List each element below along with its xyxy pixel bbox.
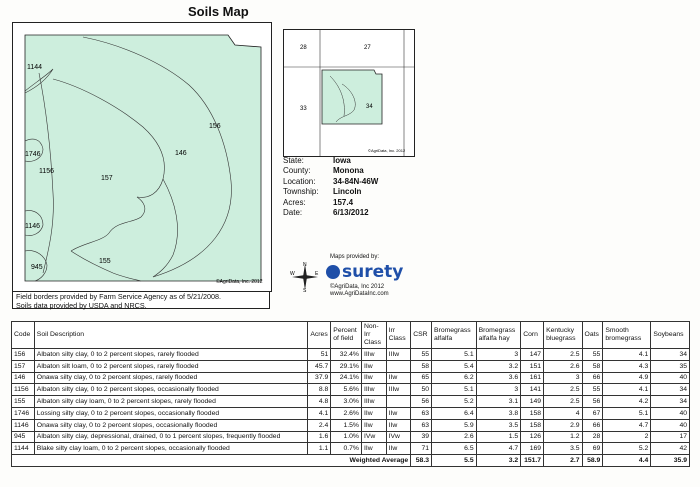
col-kentucky: Kentucky bluegrass	[544, 322, 582, 349]
table-body	[12, 349, 690, 467]
col-corn: Corn	[521, 322, 544, 349]
table-cell: 71	[411, 443, 432, 455]
locator-map-drawing	[284, 30, 414, 156]
table-cell: 2.6	[544, 360, 582, 372]
table-cell: 37.9	[308, 372, 331, 384]
table-cell: 5.1	[432, 384, 477, 396]
locator-credit: ©AgriData, Inc. 2012	[368, 148, 406, 153]
soils-map	[12, 22, 272, 292]
section-27: 27	[364, 45, 371, 51]
table-cell: 4.7	[603, 419, 651, 431]
table-cell: 2.9	[544, 419, 582, 431]
data-source-notes	[12, 291, 270, 309]
table-cell: 169	[521, 443, 544, 455]
col-code: Code	[12, 322, 35, 349]
info-date: Date: 6/13/2012	[283, 208, 369, 218]
weighted-average-cell: 58.3	[411, 455, 432, 467]
weighted-average-cell: 2.7	[544, 455, 582, 467]
weighted-average-cell: 5.5	[432, 455, 477, 467]
map-credit: ©AgriData, Inc. 2012	[216, 279, 263, 285]
table-cell: 1.2	[544, 431, 582, 443]
section-28: 28	[300, 45, 307, 51]
table-cell: Blake silty clay loam, 0 to 2 percent slopes, occasionally flooded	[34, 443, 308, 455]
map-label-945: 945	[31, 264, 43, 271]
table-cell: 126	[521, 431, 544, 443]
table-cell: 1156	[12, 384, 35, 396]
table-cell: 4.9	[603, 372, 651, 384]
table-cell: 2	[603, 431, 651, 443]
table-row	[12, 431, 690, 443]
table-cell: 158	[521, 419, 544, 431]
table-cell: IVw	[386, 431, 411, 443]
table-row	[12, 407, 690, 419]
table-cell: 161	[521, 372, 544, 384]
table-row	[12, 349, 690, 361]
weighted-average-cell: 58.9	[582, 455, 603, 467]
table-cell: IIw	[386, 407, 411, 419]
table-row	[12, 396, 690, 408]
table-cell: 2.6	[432, 431, 477, 443]
col-oats: Oats	[582, 322, 603, 349]
table-cell: 1.0%	[331, 431, 362, 443]
col-non-irr: Non-Irr Class	[361, 322, 386, 349]
table-cell: IVw	[361, 431, 386, 443]
table-row	[12, 360, 690, 372]
table-cell: 1.5%	[331, 419, 362, 431]
table-cell: 28	[582, 431, 603, 443]
table-cell: IIIw	[361, 349, 386, 361]
table-cell: 69	[582, 443, 603, 455]
map-label-157: 157	[101, 175, 113, 182]
table-cell: Albaton silty clay, 0 to 2 percent slopes, rarely flooded	[34, 349, 308, 361]
table-cell: 17	[651, 431, 690, 443]
table-cell: IIw	[361, 372, 386, 384]
weighted-average-cell: 3.2	[476, 455, 521, 467]
table-cell: 3.0%	[331, 396, 362, 408]
col-brome-alfalfa: Bromegrass alfalfa	[432, 322, 477, 349]
table-cell: 32.4%	[331, 349, 362, 361]
table-cell: 55	[411, 349, 432, 361]
maps-provided-by: Maps provided by:	[330, 254, 380, 260]
weighted-average-label: Weighted Average	[12, 455, 411, 467]
table-cell: Albaton silty clay loam, 0 to 2 percent slopes, rarely flooded	[34, 396, 308, 408]
table-cell: 66	[582, 419, 603, 431]
info-location: Location: 34-84N-46W	[283, 176, 379, 186]
table-header-row	[12, 322, 690, 349]
table-cell: 5.6%	[331, 384, 362, 396]
provider-branding	[290, 254, 450, 300]
table-cell: Onawa silty clay, 0 to 2 percent slopes, rarely flooded	[34, 372, 308, 384]
info-state: State: Iowa	[283, 156, 351, 165]
table-cell: 2.5	[544, 396, 582, 408]
table-cell: 1144	[12, 443, 35, 455]
table-cell: IIw	[361, 407, 386, 419]
table-cell: 155	[12, 396, 35, 408]
table-cell: 63	[411, 407, 432, 419]
section-33: 33	[300, 106, 307, 112]
table-cell: 40	[651, 419, 690, 431]
table-cell: 3.5	[544, 443, 582, 455]
table-cell: 2.5	[544, 349, 582, 361]
table-row	[12, 384, 690, 396]
table-cell: 63	[411, 419, 432, 431]
table-cell: IIIw	[361, 396, 386, 408]
compass-e: E	[315, 271, 319, 277]
table-cell: 56	[411, 396, 432, 408]
col-percent: Percent of field	[331, 322, 362, 349]
table-cell: 34	[651, 396, 690, 408]
table-cell: 945	[12, 431, 35, 443]
table-row	[12, 419, 690, 431]
table-cell: 3	[544, 372, 582, 384]
compass-n: N	[303, 262, 307, 268]
table-cell: IIIw	[361, 384, 386, 396]
table-cell: 151	[521, 360, 544, 372]
location-info	[283, 156, 378, 218]
table-cell: 3.2	[476, 360, 521, 372]
weighted-average-cell: 151.7	[521, 455, 544, 467]
surety-logo: surety	[326, 262, 403, 282]
table-cell: 4.1	[603, 384, 651, 396]
table-cell: 56	[582, 396, 603, 408]
table-cell: 58	[411, 360, 432, 372]
table-cell: 5.1	[603, 407, 651, 419]
table-cell: 3	[476, 384, 521, 396]
table-cell: 29.1%	[331, 360, 362, 372]
table-cell: 2.4	[308, 419, 331, 431]
table-cell: IIw	[361, 443, 386, 455]
table-cell: Albaton silty clay, 0 to 2 percent slopes, occasionally flooded	[34, 384, 308, 396]
col-brome-alfalfa-hay: Bromegrass alfalfa hay	[476, 322, 521, 349]
col-acres: Acres	[308, 322, 331, 349]
table-cell: IIw	[361, 419, 386, 431]
table-cell: 3.6	[476, 372, 521, 384]
table-row	[12, 372, 690, 384]
table-cell: 6.4	[432, 407, 477, 419]
table-cell: Albaton silty clay, depressional, drained, 0 to 1 percent slopes, frequently flooded	[34, 431, 308, 443]
table-cell: 3.1	[476, 396, 521, 408]
col-description: Soil Description	[34, 322, 308, 349]
info-township: Township: Lincoln	[283, 187, 362, 197]
compass-s: S	[303, 288, 307, 292]
table-cell: 1146	[12, 419, 35, 431]
table-cell: 3.8	[476, 407, 521, 419]
table-cell: 1.6	[308, 431, 331, 443]
compass-icon	[290, 262, 320, 292]
brand-copyright: ©AgriData, Inc 2012 www.AgriDataInc.com	[330, 284, 389, 297]
table-cell: 67	[582, 407, 603, 419]
table-cell: 4.8	[308, 396, 331, 408]
weighted-average-row	[12, 455, 690, 467]
info-acres: Acres: 157.4	[283, 197, 354, 207]
col-csr: CSR	[411, 322, 432, 349]
notes-line-2: Soils data provided by USDA and NRCS.	[16, 300, 147, 310]
table-cell: 40	[651, 407, 690, 419]
table-cell: 39	[411, 431, 432, 443]
map-label-1146: 1146	[25, 223, 41, 230]
table-cell: 3.5	[476, 419, 521, 431]
table-cell: 40	[651, 372, 690, 384]
table-cell: Albaton silt loam, 0 to 2 percent slopes, rarely flooded	[34, 360, 308, 372]
table-cell: 45.7	[308, 360, 331, 372]
table-cell: 149	[521, 396, 544, 408]
table-cell: IIw	[361, 360, 386, 372]
table-cell: IIIw	[386, 384, 411, 396]
table-cell: 24.1%	[331, 372, 362, 384]
weighted-average-cell: 35.9	[651, 455, 690, 467]
map-label-155: 155	[99, 258, 111, 265]
table-cell: 2.5	[544, 384, 582, 396]
page-title: Soils Map	[188, 4, 249, 19]
table-cell: 55	[582, 384, 603, 396]
table-cell: 50	[411, 384, 432, 396]
table-cell: 66	[582, 372, 603, 384]
table-cell: 6.2	[432, 372, 477, 384]
table-cell: 1.1	[308, 443, 331, 455]
table-cell: 1.5	[476, 431, 521, 443]
table-cell: 6.5	[432, 443, 477, 455]
col-smooth-brome: Smooth bromegrass	[603, 322, 651, 349]
map-label-1144: 1144	[27, 64, 43, 71]
table-cell: 4.1	[308, 407, 331, 419]
table-cell: 4.1	[603, 349, 651, 361]
table-cell: 158	[521, 407, 544, 419]
table-cell: 3	[476, 349, 521, 361]
map-label-146: 146	[175, 150, 187, 157]
table-cell: IIw	[386, 443, 411, 455]
table-cell: 0.7%	[331, 443, 362, 455]
table-cell: 157	[12, 360, 35, 372]
section-34: 34	[366, 104, 373, 110]
table-cell: Onawa silty clay, 0 to 2 percent slopes, occasionally flooded	[34, 419, 308, 431]
table-cell	[386, 360, 411, 372]
table-cell: 5.1	[432, 349, 477, 361]
col-soybeans: Soybeans	[651, 322, 690, 349]
table-cell: 5.9	[432, 419, 477, 431]
table-cell: 1746	[12, 407, 35, 419]
table-cell: 4.3	[603, 360, 651, 372]
soils-table	[11, 321, 690, 467]
table-cell: IIw	[386, 419, 411, 431]
map-label-1156: 1156	[39, 168, 55, 175]
info-county: County: Monona	[283, 166, 364, 176]
table-cell: 65	[411, 372, 432, 384]
notes-line-1: Field borders provided by Farm Service Agency as of 5/21/2008.	[16, 292, 221, 301]
table-cell: 58	[582, 360, 603, 372]
table-cell: 34	[651, 384, 690, 396]
table-cell: IIw	[386, 372, 411, 384]
col-irr: Irr Class	[386, 322, 411, 349]
table-cell: 5.2	[432, 396, 477, 408]
weighted-average-cell: 4.4	[603, 455, 651, 467]
table-row	[12, 443, 690, 455]
table-cell: 35	[651, 360, 690, 372]
table-cell: 4	[544, 407, 582, 419]
table-cell: 5.4	[432, 360, 477, 372]
table-cell: 5.2	[603, 443, 651, 455]
table-cell	[386, 396, 411, 408]
table-cell: 156	[12, 349, 35, 361]
table-cell: 34	[651, 349, 690, 361]
table-cell: 2.6%	[331, 407, 362, 419]
table-cell: IIIw	[386, 349, 411, 361]
table-cell: Lossing silty clay, 0 to 2 percent slopes, occasionally flooded	[34, 407, 308, 419]
map-label-1746: 1746	[25, 151, 41, 158]
table-cell: 42	[651, 443, 690, 455]
compass-w: W	[290, 271, 295, 277]
table-cell: 141	[521, 384, 544, 396]
table-cell: 4.7	[476, 443, 521, 455]
table-cell: 147	[521, 349, 544, 361]
map-label-156: 156	[209, 123, 221, 130]
table-cell: 55	[582, 349, 603, 361]
table-cell: 4.2	[603, 396, 651, 408]
brand-website: www.AgriDataInc.com	[330, 291, 389, 297]
surety-logo-icon	[326, 265, 340, 279]
table-cell: 146	[12, 372, 35, 384]
table-cell: 8.8	[308, 384, 331, 396]
table-cell: 51	[308, 349, 331, 361]
soils-map-drawing	[13, 23, 271, 291]
locator-map	[283, 29, 415, 157]
